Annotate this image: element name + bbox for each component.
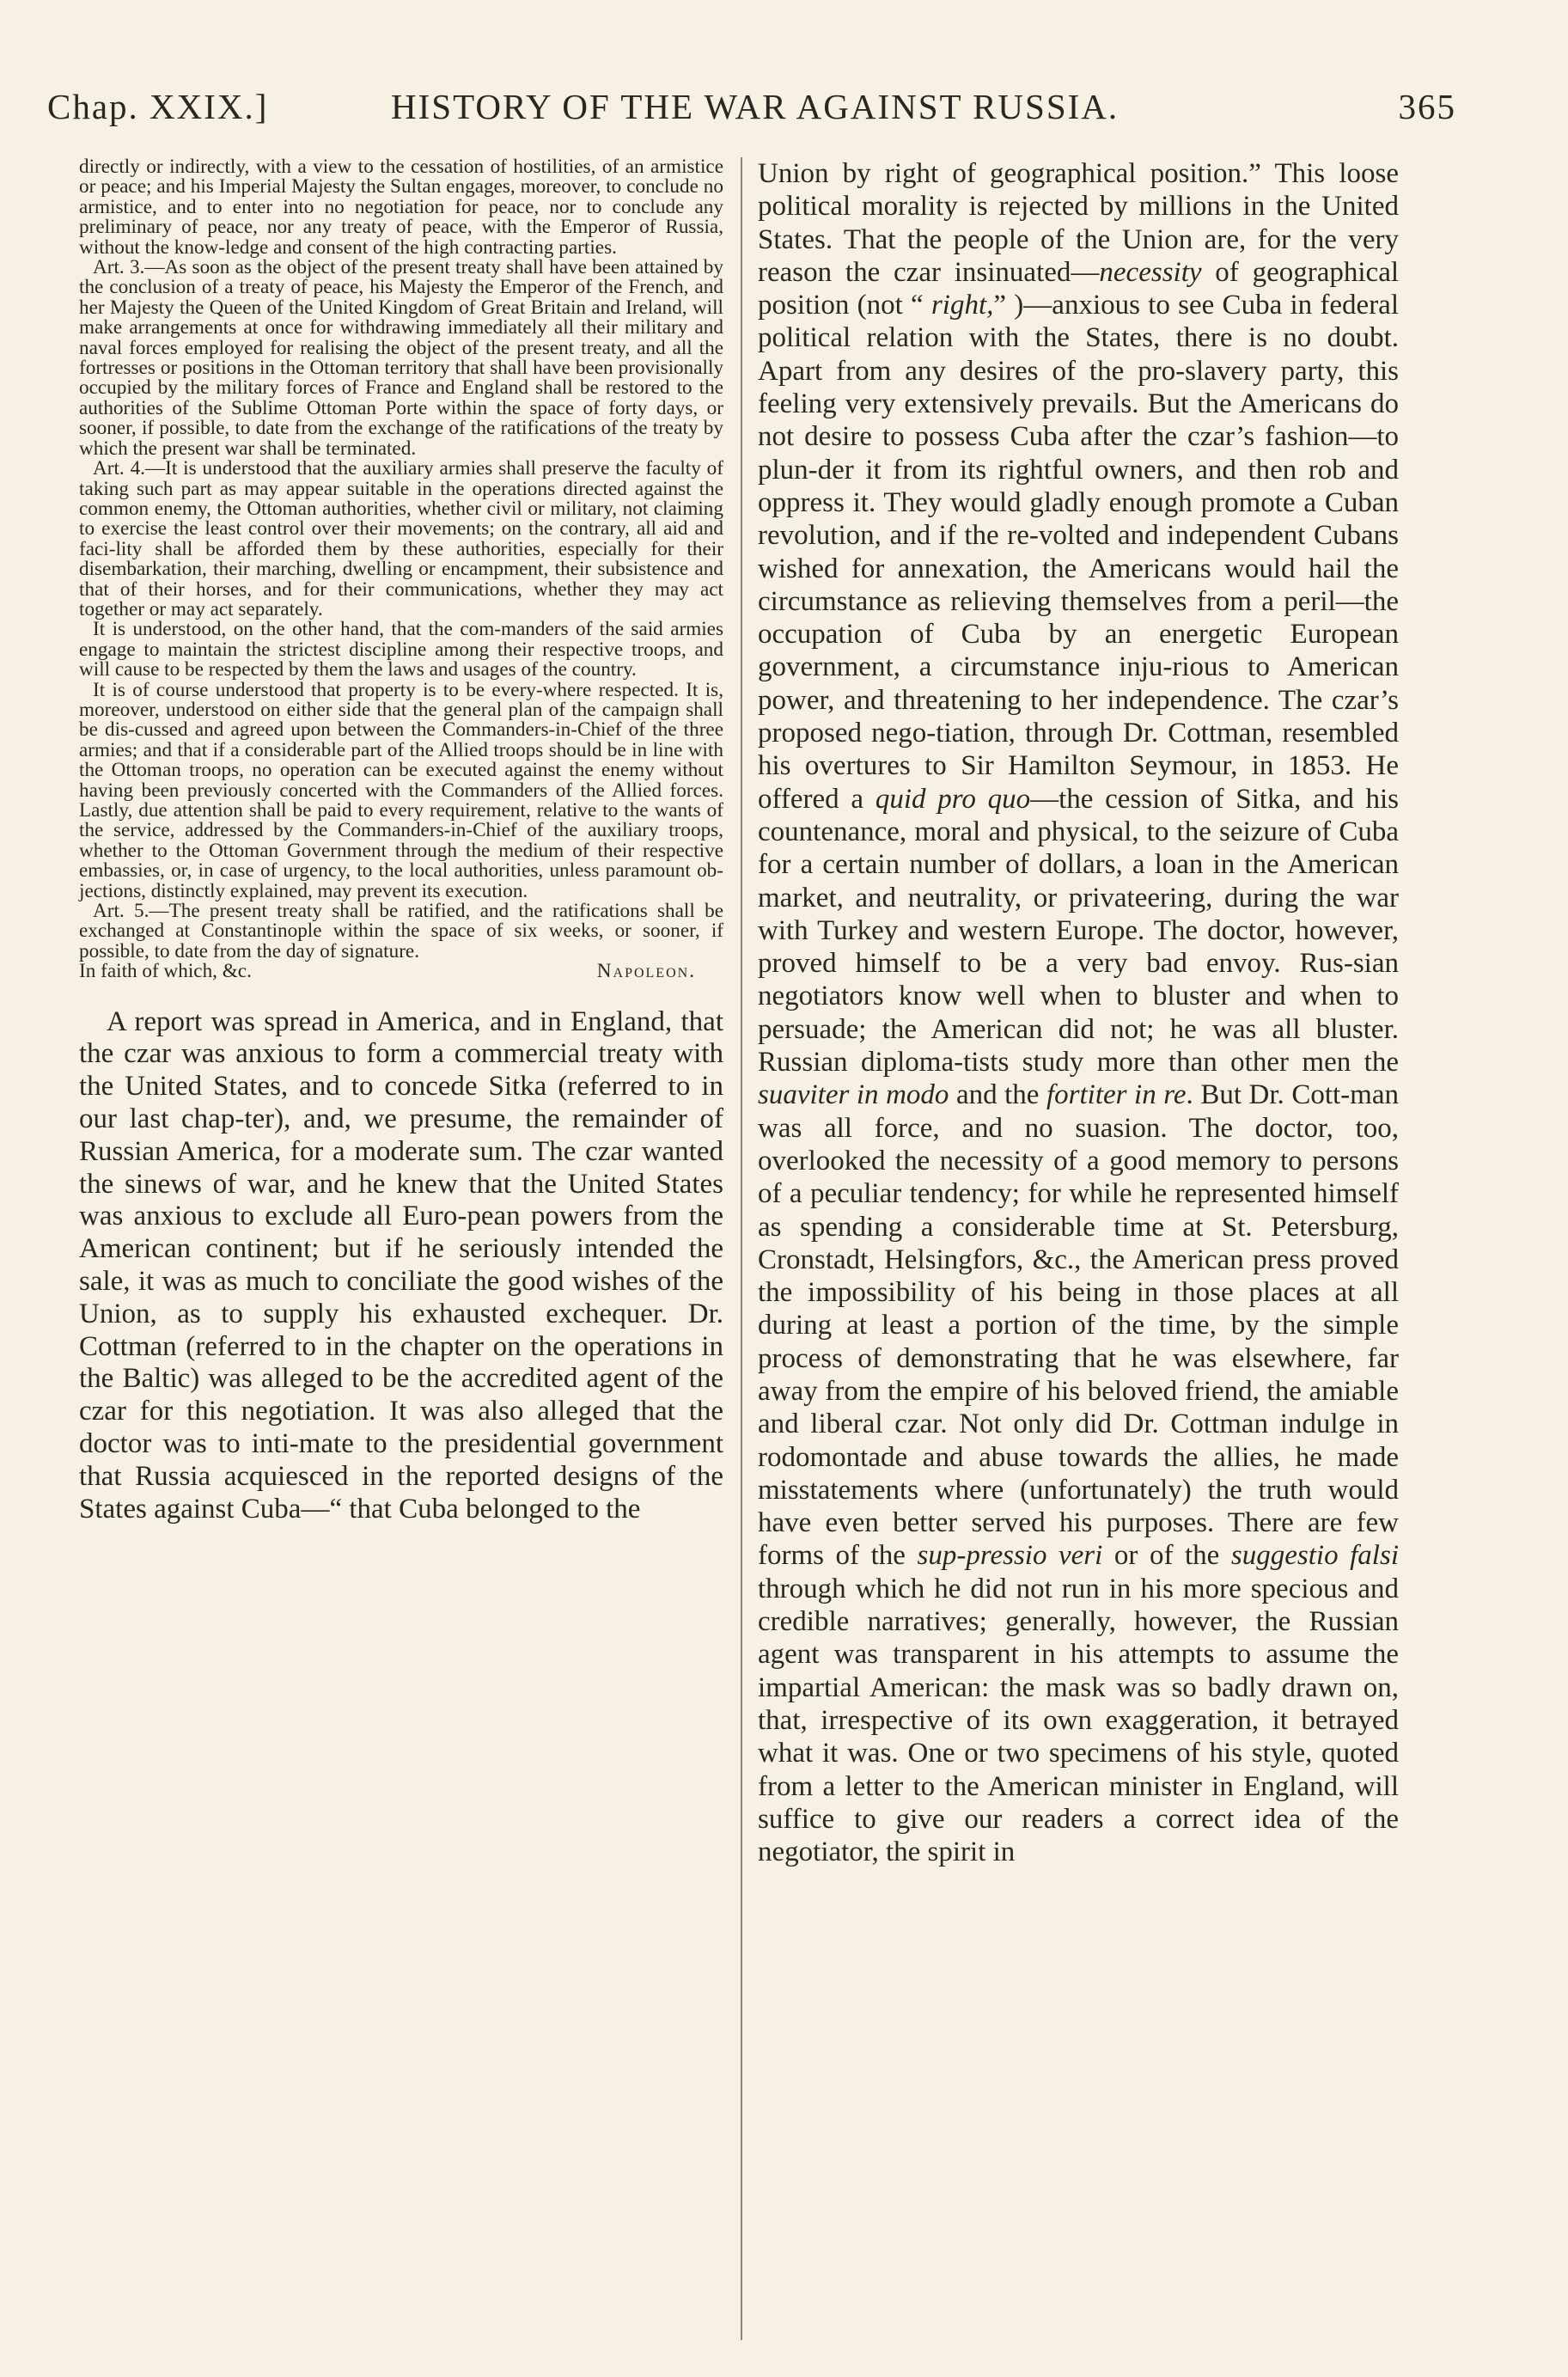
treaty-article-3: Art. 3.—As soon as the object of the present treaty shall have been attained by the conclusion of a treaty of peace, his Majesty the Emperor of the French, and her Majesty the Queen of the United Kingdom of Great Britain and Ireland, will make arrangements at once for withdrawing immediately all their military and naval forces employed for realising the object of the present treaty, and all the fortresses or positions in the Ottoman territory that shall have been provisionally occupied by the military forces of France and England shall be restored to the authorities of the Sublime Ottoman Porte within the space of forty days, or sooner, if possible, to date from the exchange of the ratifications of the treaty by which the present war shall be terminated.: [79, 256, 723, 460]
running-header: [47, 86, 1456, 137]
treaty-article-5: Art. 5.—The present treaty shall be ratified, and the ratifications shall be exchanged at Constantinople within the space of six weeks, or sooner, if possible, to date from the day of signature.: [79, 900, 723, 962]
closing-formula: In faith of which, &c.: [79, 960, 252, 983]
italic-term: sup-pressio veri: [917, 1540, 1103, 1572]
left-column: [79, 157, 723, 1525]
italic-term: suggestio falsi: [1230, 1540, 1399, 1572]
chapter-label: Chap. XXIX.]: [47, 87, 269, 126]
treaty-text: [79, 157, 723, 982]
text-segment: Union by right of geographical position.” This loose political morality is rejected by millions in the United States. That the people of the Union are, for the very reason the czar insinuated—: [758, 158, 1399, 288]
text-segment: . But Dr. Cott-man was all force, and no suasion. The doctor, too, overlooked the necessity of a good memory to persons of a peculiar tendency; for while he represented himself as spending a considerable time at St. Petersburg, Cronstadt, Helsingfors, &c., the American press proved the impossibility of his being in those places at all during at least a portion of the time, by the simple process of demonstrating that he was elsewhere, far away from the empire of his beloved friend, the amiable and liberal czar. Not only did Dr. Cottman indulge in rodomontade and abuse towards the allies, he made misstatements where (unfortunately) the truth would have even better served his purposes. There are few forms of the: [758, 1079, 1399, 1572]
text-segment: —the cession of Sitka, and his countenance, moral and physical, to the seizure of Cuba for a certain number of dollars, a loan in the American market, and neutrality, or privateering, during the war with Turkey and western Europe. The doctor, however, proved himself to be a very bad envoy. Rus-sian negotiators know well when to bluster and when to persuade; the American did not; he was all bluster. Russian diploma-tists study more than other men the: [758, 783, 1400, 1079]
text-segment: through which he did not run in his more specious and credible narratives; generally, however, the Russian agent was transparent in his attempts to assume the impartial American: the mask was so badly drawn on, that, irrespective of its own exaggeration, it betrayed what it was. One or two specimens of his style, quoted from a letter to the American minister in England, will suffice to give our readers a correct idea of the negotiator, the spirit in: [758, 1573, 1399, 1868]
italic-term: necessity: [1099, 256, 1202, 288]
treaty-article-4: Art. 4.—It is understood that the auxiliary armies shall preserve the faculty of taking such part as may appear suitable in the operations directed against the common enemy, the Ottoman authorities, whether civil or military, not claiming to exercise the least control over their movements; on the contrary, all aid and faci-lity shall be afforded them by these authorities, especially for their disembarkation, their marching, dwelling or encampment, their subsistence and that of their horses, and for their communications, whether they may act together or may act separately.: [79, 457, 723, 620]
text-segment: ” )—anxious to see Cuba in federal political relation with the States, there is no doubt. Apart from any desires of the pro-slavery party, this feeling very extensively prevails. But the Americans do not desire to possess Cuba after the czar’s fashion—to plun-der it from its rightful owners, and then rob and oppress it. They would gladly enough promote a Cuban revolution, and if the re-volted and independent Cubans wished for annexation, the Americans would hail the circumstance as relieving themselves from a peril—the occupation of Cuba by an energetic European government, a circumstance inju-rious to American power, and threatening to her independence. The czar’s proposed nego-tiation, through Dr. Cottman, resembled his overtures to Sir Hamilton Seymour, in 1853. He offered a: [758, 290, 1399, 815]
narrative-paragraph: A report was spread in America, and in England, that the czar was anxious to form a commercial treaty with the United States, and to concede Sitka (referred to in our last chap-ter), and, we presume, the remainder of Russian America, for a moderate sum. The czar wanted the sinews of war, and he knew that the United States was anxious to exclude all Euro-pean powers from the American continent; but if he seriously intended the sale, it was as much to conciliate the good wishes of the Union, as to supply his exhausted exchequer. Dr. Cottman (referred to in the chapter on the operations in the Baltic) was alleged to be the accredited agent of the czar for this negotiation. It was also alleged that the doctor was to inti-mate to the presidential government that Russia acquiesced in the reported designs of the States against Cuba—“ that Cuba belonged to the: [79, 1005, 723, 1525]
treaty-closing: [79, 962, 723, 981]
italic-term: quid pro quo: [875, 783, 1031, 815]
running-title: HISTORY OF THE WAR AGAINST RUSSIA.: [391, 87, 1120, 126]
italic-term: right,: [930, 290, 994, 321]
treaty-article-4-paragraph-3: It is of course understood that property is to be every-where respected. It is, moreover, understood on either side that the general plan of the campaign shall be dis-cussed and agreed upon between the Commanders-in-Chief of the three armies; and that if a considerable part of the Allied troops should be in line with the Ottoman troops, no operation can be executed against the enemy without having been previously concerted with the Commanders of the Allied forces. Lastly, due attention shall be paid to every requirement, relative to the wants of the service, addressed by the Commanders-in-Chief of the auxiliary troops, whether to the Ottoman Government through the medium of their respective embassies, or, in case of urgency, to the local authorities, unless paramount ob-jections, distinctly explained, may prevent its execution.: [79, 678, 723, 902]
italic-term: fortiter in re: [1046, 1079, 1187, 1111]
text-segment: or of the: [1102, 1540, 1231, 1572]
text-segment: of geographical position (not “: [758, 256, 1400, 321]
narrative-paragraph-continued: [758, 157, 1399, 1868]
italic-term: suaviter in modo: [758, 1079, 949, 1111]
narrative-left: [79, 1006, 723, 1526]
treaty-article-2-continued: directly or indirectly, with a view to the cessation of hostilities, of an armistice or peace; and his Imperial Majesty the Sultan engages, moreover, to conclude no armistice, and to enter into no negotiation for peace, nor to conclude any preliminary of peace, nor any treaty of peace, with the Emperor of Russia, without the know-ledge and consent of the high contracting parties.: [79, 156, 723, 259]
column-divider: [741, 157, 742, 2340]
page-number: 365: [1398, 87, 1456, 126]
signature: Napoleon.: [596, 960, 696, 983]
right-column: [758, 157, 1399, 1868]
treaty-article-4-paragraph-2: It is understood, on the other hand, that the com-manders of the said armies engage to maintain the strictest discipline among their respective troops, and will cause to be respected by them the laws and usages of the country.: [79, 618, 723, 681]
text-segment: and the: [949, 1079, 1046, 1111]
